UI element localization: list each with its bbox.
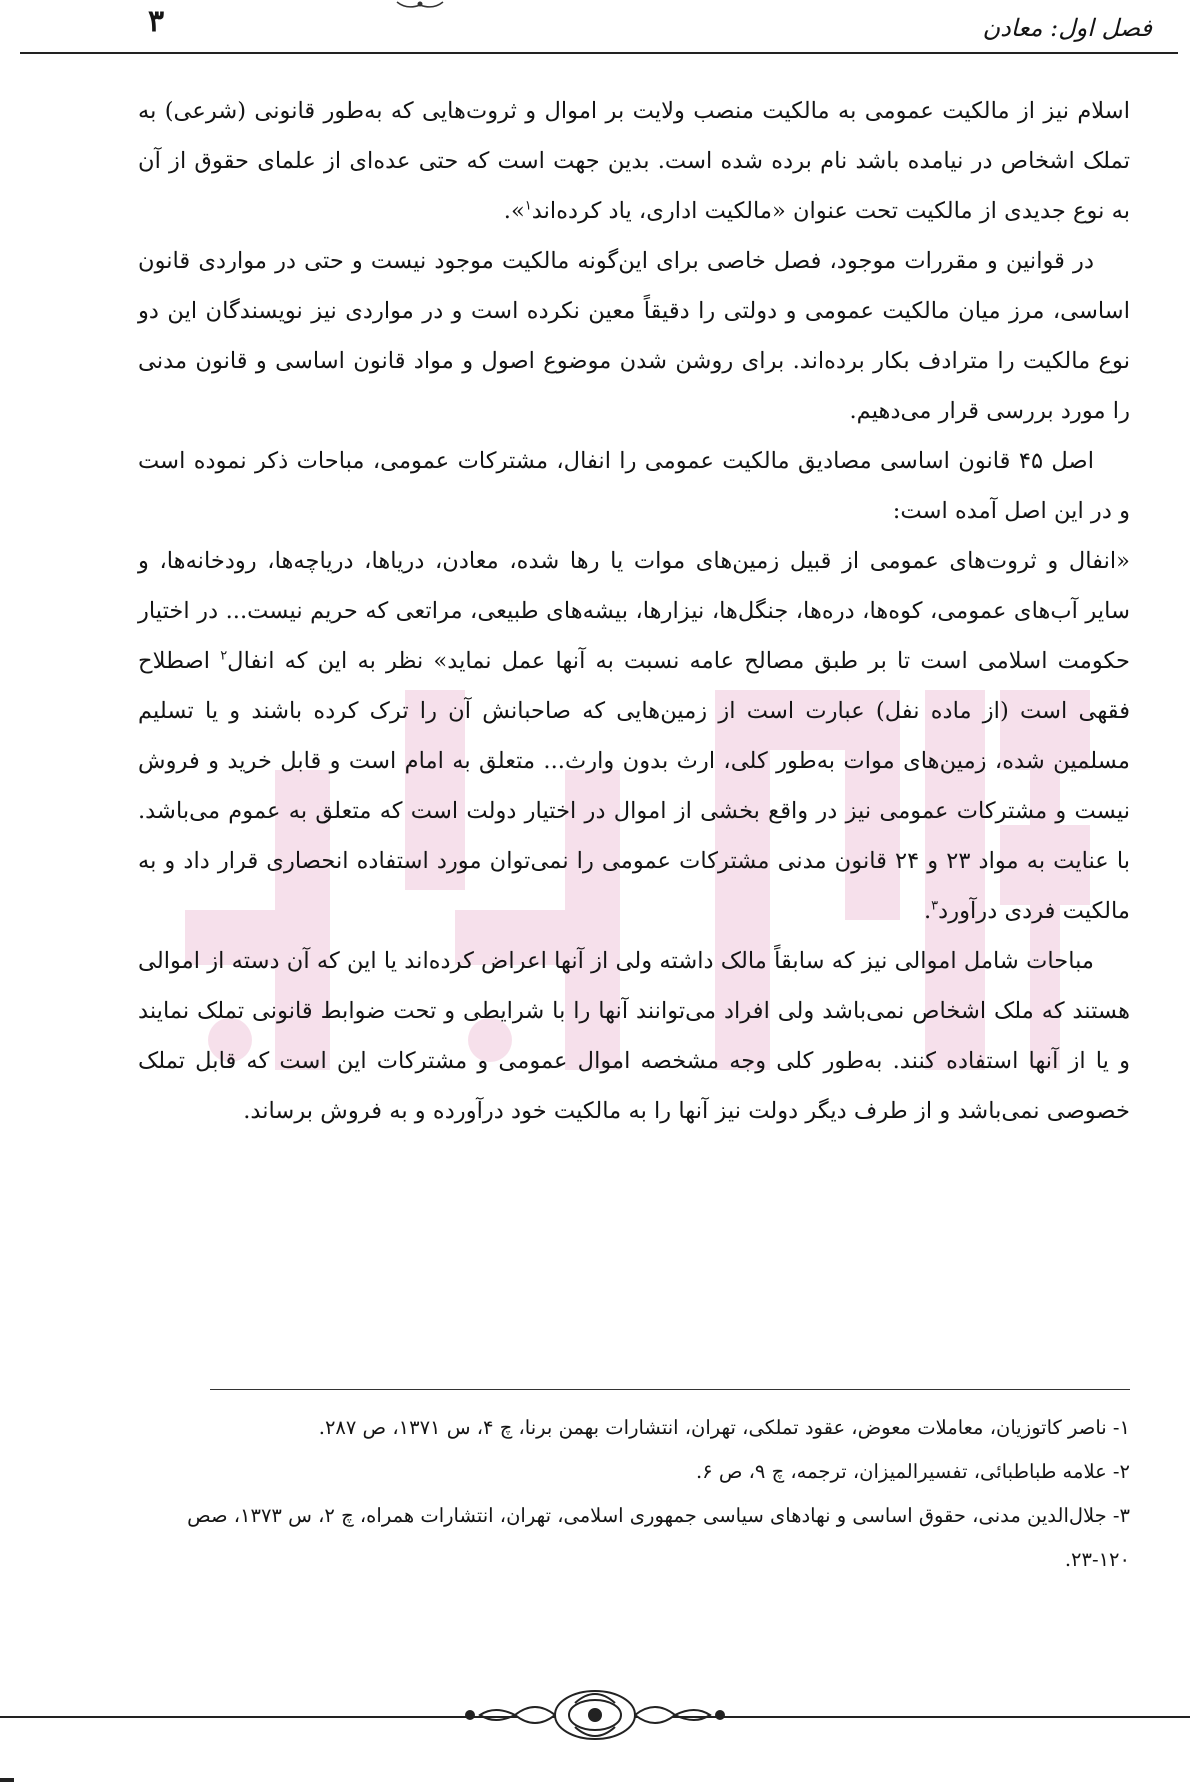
- footnote-ref-1: ۱: [524, 198, 532, 214]
- paragraph-2: در قوانین و مقررات موجود، فصل خاصی برای این‌گونه مالکیت موجود نیست و حتی در مواردی قانون اساسی، مرز میان مالکیت عمومی و دولتی را دقیقاً معین نکرده است و در مواردی نیز نویسندگان این دو نوع مالکیت را مترادف بکار برده‌اند. برای روشن شدن موضوع اصول و مواد قانون اساسی و قانون مدنی را مورد بررسی قرار می‌دهیم.: [138, 248, 1130, 424]
- footnote-3: ۳- جلال‌الدین مدنی، حقوق اساسی و نهادهای سیاسی جمهوری اسلامی، تهران، انتشارات همراه، چ ۲، س ۱۳۷۳، صص ۱۲۰-۲۳.: [187, 1504, 1130, 1571]
- chapter-title: فصل اول: معادن: [982, 14, 1152, 42]
- page-header: [20, 0, 1178, 56]
- page-number: ۳: [148, 4, 165, 39]
- paragraph-3: اصل ۴۵ قانون اساسی مصادیق مالکیت عمومی را انفال، مشترکات عمومی، مباحات ذکر نموده است و در این اصل آمده است:: [138, 448, 1130, 524]
- body-text: [138, 86, 1130, 1136]
- footnote-1: ۱- ناصر کاتوزیان، معاملات معوض، عقود تملکی، تهران، انتشارات بهمن برنا، چ ۴، س ۱۳۷۱، ص ۲۸۷.: [318, 1416, 1130, 1439]
- footnotes: [138, 1406, 1130, 1582]
- paragraph-1: اسلام نیز از مالکیت عمومی به مالکیت منصب ولایت بر اموال و ثروت‌هایی که به‌طور قانونی (شرعی) به تملک اشخاص در نیامده باشد نام برده شده است. بدین جهت است که حتی عده‌ای از علمای حقوق از آن به نوع جدیدی از مالکیت تحت عنوان «مالکیت اداری، یاد کرده‌اند$^۱$».: [138, 98, 1130, 224]
- paragraph-5: مباحات شامل اموالی نیز که سابقاً مالک داشته ولی از آنها اعراض کرده‌اند یا این که آن دسته از اموالی هستند که ملک اشخاص نمی‌باشد ولی افراد می‌توانند آنها را با شرایطی و تحت ضوابط قانونی تملک نمایند و یا از آنها استفاده کنند. به‌طور کلی وجه مشخصه اموال عمومی و مشترکات این است که قابل تملک خصوصی نمی‌باشد و از طرف دیگر دولت نیز آنها را به مالکیت خود درآورده و به فروش برساند.: [138, 948, 1130, 1124]
- scan-mark: [0, 1778, 14, 1782]
- footnote-ref-3: ۳: [931, 898, 939, 914]
- header-rule: [20, 52, 1178, 54]
- footnote-ref-2: ۲: [220, 648, 228, 664]
- top-ornament-icon: [395, 0, 445, 10]
- bottom-ornament-icon: [0, 1685, 1190, 1745]
- footnote-rule: [210, 1389, 1130, 1390]
- footnote-2: ۲- علامه طباطبائی، تفسیرالمیزان، ترجمه، چ ۹، ص ۶.: [695, 1460, 1130, 1483]
- paragraph-4: «انفال و ثروت‌های عمومی از قبیل زمین‌های موات یا رها شده، معادن، دریاها، دریاچه‌ها، رودخانه‌ها، و سایر آب‌های عمومی، کوه‌ها، دره‌ها، جنگل‌ها، نیزارها، بیشه‌های طبیعی، مراتعی که حریم نیست... در اختیار حکومت اسلامی است تا بر طبق مصالح عامه نسبت به آنها عمل نماید» نظر به این که انفال$^۲$ اصطلاح فقهی است (از ماده نفل) عبارت است از زمین‌هایی که صاحبانش آن را ترک کرده باشند و یا تسلیم مسلمین شده، زمین‌های موات به‌طور کلی، ارث بدون وارث... متعلق به امام است و قابل خرید و فروش نیست و مشترکات عمومی نیز در واقع بخشی از اموال در اختیار دولت است که متعلق به عموم می‌باشد. با عنایت به مواد ۲۳ و ۲۴ قانون مدنی مشترکات عمومی را نمی‌توان مورد استفاده انحصاری قرار داد و به مالکیت فردی درآورد$^۳$.: [138, 548, 1131, 924]
